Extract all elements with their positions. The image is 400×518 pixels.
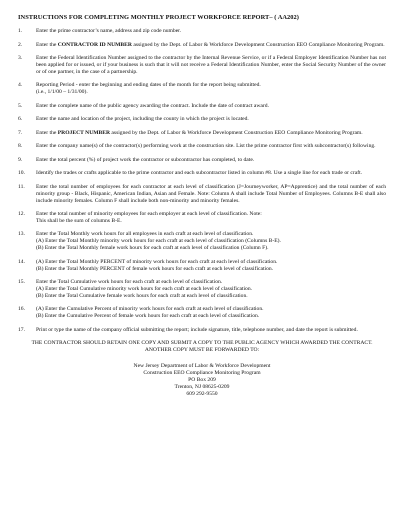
instruction-number: 8. <box>18 143 23 150</box>
instruction-number: 17. <box>18 326 25 333</box>
instruction-text-emphasis: PROJECT NUMBER <box>57 129 111 136</box>
instruction-item <box>18 157 386 164</box>
instruction-list <box>18 28 386 334</box>
instruction-text: Enter the total number of minority employees for each employer at each level of classification. Note: <box>36 211 262 218</box>
instruction-item <box>18 279 386 300</box>
instruction-number: 7. <box>18 129 23 136</box>
instruction-text: (A) Enter the Cumulative Percent of minority work hours for each craft at each level of classification. <box>36 306 264 313</box>
instruction-item <box>18 170 386 177</box>
instruction-number: 16. <box>18 306 25 313</box>
instruction-text: (A) Enter the Total Monthly minority work hours for each craft at each level of classification (Columns B-E). <box>36 238 281 245</box>
instruction-item <box>18 184 386 205</box>
instruction-text <box>36 42 386 49</box>
instruction-number: 4. <box>18 82 23 89</box>
instruction-number: 6. <box>18 116 23 123</box>
instruction-text: Enter the total percent (%) of project work the contractor or subcontractor has completed, to date. <box>36 156 255 163</box>
address-line: Construction EEO Compliance Monitoring Program <box>143 370 261 377</box>
instruction-number: 3. <box>18 55 23 61</box>
instruction-item <box>18 231 386 252</box>
instruction-text: (i.e., 1/1/00 – 1/31/00). <box>36 89 88 96</box>
instruction-text: Enter the Federal Identification Number assigned to the contractor by the Internal Revenue Service, or if a Federal Employer Identification Number has not been applied for or issued, or if your business is such that it will not receive a Federal Identification Number, enter the Social Security Number of the owner or of one partner, in the case of a partnership. <box>36 55 386 75</box>
page-title: INSTRUCTIONS FOR COMPLETING MONTHLY PROJECT WORKFORCE REPORT– ( AA202) <box>18 14 299 21</box>
instruction-text: Identify the trades or crafts applicable to the prime contractor and each subcontractor listed in column #8. Use a single line for each trade or craft. <box>36 170 363 177</box>
instruction-item <box>18 103 386 110</box>
instruction-text: Enter the name and location of the project, including the county in which the project is located. <box>36 116 249 123</box>
instruction-item <box>18 211 386 225</box>
instruction-text: Enter the company name(s) of the contractor(s) performing work at the construction site. List the prime contractor first with subcontractor(s) following. <box>36 143 376 150</box>
instruction-item <box>18 259 386 273</box>
instruction-text: (B) Enter the Total Monthly PERCENT of female work hours for each craft at each level of classification. <box>36 265 274 272</box>
instruction-number: 9. <box>18 156 23 163</box>
instruction-text: Print or type the name of the company official submitting the report; include signature, title, telephone number, and date the report is submitted. <box>36 326 358 333</box>
instruction-number: 11. <box>18 183 25 190</box>
instruction-text: Enter the complete name of the public agency awarding the contract. Include the date of contract award. <box>36 102 269 109</box>
address-line: New Jersey Department of Labor & Workforce Development <box>133 363 271 370</box>
instruction-item <box>18 327 386 334</box>
mailing-address <box>18 363 386 398</box>
address-line: PO Box 209 <box>188 377 216 383</box>
instruction-text: (B) Enter the Cumulative Percent of female work hours for each craft at each level of classification. <box>36 313 260 320</box>
instruction-number: 10. <box>18 170 25 177</box>
address-line: Trenton, NJ 08625-0209 <box>174 383 230 390</box>
instruction-number: 1. <box>18 28 23 34</box>
instruction-number: 12. <box>18 211 25 218</box>
instruction-text: Enter the total number of employees for each contractor at each level of classification (J=Journeyworker, AP=Apprentice) and the total number of each minority group - Black, Hispanic, American Indian, Asian and Female. Note: Column A shall include Total Number of Employees. Columns B-E shall also include minority females. Column F shall include both non-minority and minority females. <box>36 183 386 204</box>
instruction-text: Enter the Total Cumulative work hours for each craft at each level of classification. <box>36 279 223 286</box>
instruction-text: This shall be the sum of columns B-E. <box>36 217 122 224</box>
instruction-number: 15. <box>18 279 25 286</box>
instruction-text-pre: Enter the <box>36 129 58 136</box>
instruction-text: Enter the Total Monthly work hours for all employees in each craft at each level of classification. <box>36 231 254 238</box>
instruction-text: (B) Enter the Total Cumulative female work hours for each craft at each level of classification. <box>36 292 248 299</box>
instruction-number: 13. <box>18 231 25 238</box>
address-line: 609 292-9550 <box>186 390 218 397</box>
instruction-text-post: assigned by the Dept. of Labor & Workforce Development Construction EEO Compliance Monitoring Program. <box>131 41 385 48</box>
instruction-item <box>18 28 386 35</box>
instruction-text <box>36 130 386 137</box>
instruction-text: (B) Enter the Total Monthly female work hours for each craft at each level of classification (Column F). <box>36 245 269 252</box>
instruction-text-pre: Enter the <box>36 41 58 48</box>
instruction-item <box>18 55 386 76</box>
instruction-text: Enter the prime contractor’s name, address and zip code number. <box>36 28 182 34</box>
instruction-text: (A) Enter the Total Monthly PERCENT of minority work hours for each craft at each level of classification. <box>36 258 278 265</box>
instruction-item <box>18 306 386 320</box>
instruction-item <box>18 116 386 123</box>
instruction-text-post: assigned by the Dept. of Labor & Workforce Development Construction EEO Compliance Monitoring Program. <box>110 129 363 136</box>
instruction-number: 5. <box>18 102 23 109</box>
instruction-text: (A) Enter the Total Cumulative minority work hours for each craft at each level of classification. <box>36 286 253 293</box>
instruction-text-emphasis: CONTRACTOR ID NUMBER <box>57 41 132 48</box>
instruction-item <box>18 82 386 96</box>
instruction-number: 14. <box>18 258 25 265</box>
instruction-item <box>18 42 386 49</box>
instruction-text: Reporting Period - enter the beginning and ending dates of the month for the report being submitted. <box>36 82 261 89</box>
instruction-item <box>18 130 386 137</box>
instruction-number: 2. <box>18 41 23 48</box>
submission-notice: THE CONTRACTOR SHOULD RETAIN ONE COPY AND SUBMIT A COPY TO THE PUBLIC AGENCY WHICH AWARDED THE CONTRACT. ANOTHER COPY MUST BE FORWARDED TO: <box>31 340 373 354</box>
instruction-item <box>18 143 386 150</box>
